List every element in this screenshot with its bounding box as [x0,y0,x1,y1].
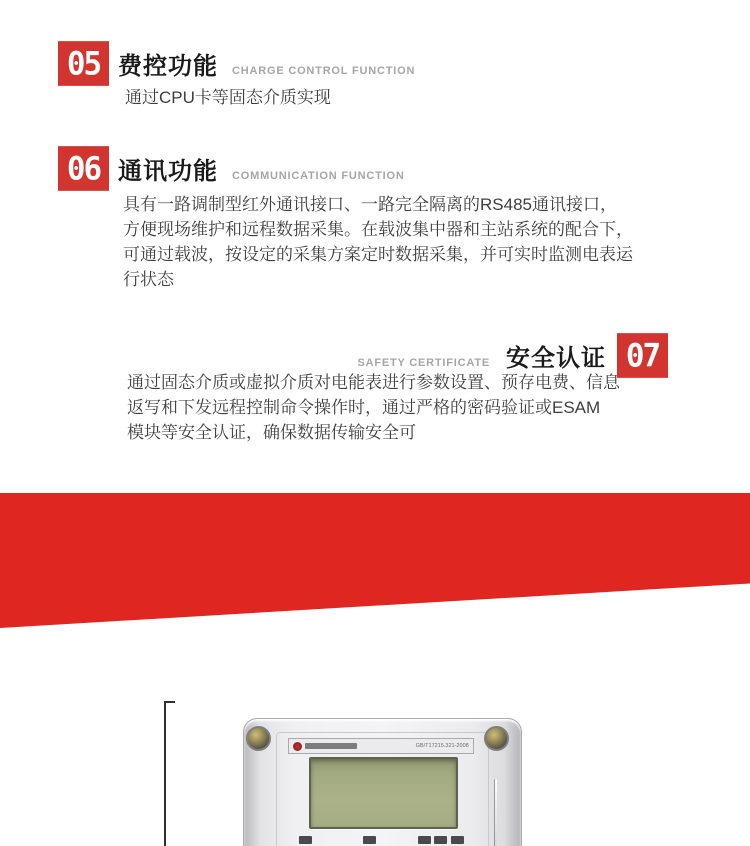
nameplate-standard-code: GB/T17215.321-2008 [415,743,469,749]
section-05-body [125,85,331,110]
brand-logo-icon [293,742,302,751]
nameplate-model-text-blur [305,743,357,749]
body-line: 通过固态介质或虚拟介质对电能表进行参数设置、预存电费、信息 [127,373,620,392]
section-07-title: 安全认证 [506,344,606,372]
meter-side-groove [494,779,497,846]
body-line: 行状态 [123,270,174,289]
section-06-title: 通讯功能 [118,157,218,185]
lcd-display [309,757,458,829]
section-05-title: 费控功能 [118,52,218,80]
meter-indicator-label [418,836,431,844]
red-divider-band [0,493,750,628]
screw-icon [246,726,271,751]
body-line: 具有一路调制型红外通讯接口、一路完全隔离的RS485通讯接口， [123,195,617,214]
meter-indicator-label [451,836,464,844]
screw-icon [484,726,509,751]
electric-meter-photo [243,718,522,846]
section-05-header [58,42,415,85]
section-06-number-badge: 06 [58,146,109,191]
section-06-subtitle: COMMUNICATION FUNCTION [232,170,405,182]
section-05-subtitle: CHARGE CONTROL FUNCTION [232,65,416,77]
section-06-titles [118,151,405,186]
section-07-titles [357,338,606,373]
body-line: 可通过载波，按设定的采集方案定时数据采集，并可实时监测电表运 [123,245,633,264]
section-06-header [58,147,405,190]
body-line: 通过CPU卡等固态介质实现 [125,88,331,107]
meter-nameplate [288,738,474,754]
section-05-number-badge: 05 [58,41,109,86]
section-05-titles [118,46,415,81]
meter-indicator-label [363,836,376,844]
section-07-body [127,370,620,445]
section-06-body [123,192,633,292]
meter-indicator-label [299,836,312,844]
meter-indicator-label [434,836,447,844]
section-07-subtitle: SAFETY CERTIFICATE [357,357,490,369]
section-07-number-badge: 07 [617,333,668,378]
body-line: 返写和下发远程控制命令操作时，通过严格的密码验证或ESAM [127,398,601,417]
body-line: 方便现场维护和远程数据采集。在载波集中器和主站系统的配合下， [123,220,633,239]
body-line: 模块等安全认证，确保数据传输安全可 [127,423,416,442]
frame-bracket-vertical-line [164,701,166,846]
frame-bracket-horizontal-tick [164,701,175,703]
